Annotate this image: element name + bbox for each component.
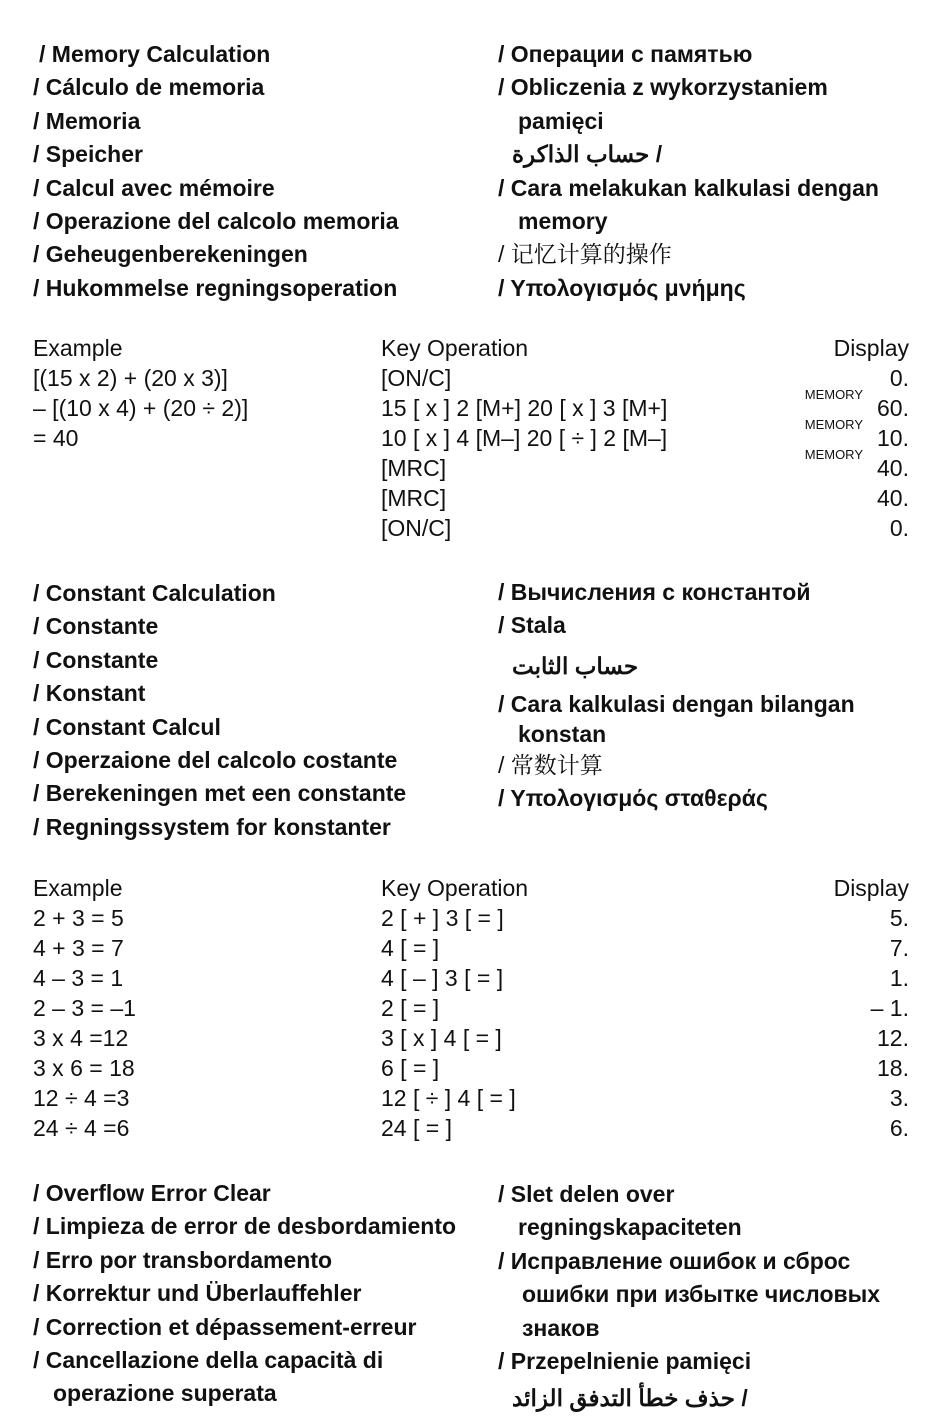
display-cell: 40. (877, 455, 909, 481)
memory-headings-left (33, 38, 503, 305)
heading-line-chinese: / 常数计算 (498, 751, 603, 778)
heading-line: / Konstant (33, 680, 146, 707)
table-row (33, 963, 909, 993)
display-cell: 0. (889, 515, 909, 541)
heading-line: / Correction et dépassement-erreur (33, 1313, 417, 1340)
memory-indicator: MEMORY (804, 447, 863, 462)
key-operation-cell: 6 [ = ] (381, 1055, 440, 1081)
heading-line: / Операции с памятью (498, 41, 753, 67)
key-operation-cell: [MRC] (381, 455, 447, 481)
heading-line: ошибки при избытке числовых (522, 1281, 881, 1308)
heading-line: / Υπολογισμός μνήμης (498, 274, 746, 301)
heading-line: / Memoria (33, 107, 141, 134)
heading-line: / Obliczenia z wykorzystaniem (498, 74, 828, 101)
table-header-row (33, 873, 909, 903)
key-operation-cell: 2 [ + ] 3 [ = ] (381, 905, 504, 931)
display-cell: 7. (889, 935, 909, 961)
heading-line: / Overflow Error Clear (33, 1180, 271, 1206)
column-header-display: Display (833, 875, 909, 901)
display-cell: 18. (877, 1055, 909, 1081)
table-header-row (33, 333, 909, 363)
key-operation-cell: 3 [ x ] 4 [ = ] (381, 1025, 502, 1051)
example-cell: 3 x 4 =12 (33, 1025, 129, 1051)
key-operation-cell: 12 [ ÷ ] 4 [ = ] (381, 1085, 516, 1111)
key-operation-cell: [ON/C] (381, 515, 452, 541)
display-cell: 40. (877, 485, 909, 511)
heading-line: / Cara kalkulasi dengan bilangan (498, 690, 855, 717)
heading-line: / Przepelnienie pamięci (498, 1348, 752, 1375)
table-row (33, 417, 909, 453)
column-header-example: Example (33, 335, 123, 361)
example-cell: 24 ÷ 4 =6 (33, 1115, 130, 1141)
display-cell: 5. (889, 905, 909, 931)
memory-indicator: MEMORY (804, 387, 863, 402)
key-operation-cell: 15 [ x ] 2 [M+] 20 [ x ] 3 [M+] (381, 395, 668, 421)
heading-line: / Υπολογισμός σταθεράς (498, 785, 768, 812)
key-operation-cell: 2 [ = ] (381, 995, 440, 1021)
heading-line: / Korrektur und Überlauffehler (33, 1280, 362, 1307)
key-operation-cell: 10 [ x ] 4 [M–] 20 [ ÷ ] 2 [M–] (381, 425, 668, 451)
memory-headings-right (498, 38, 928, 305)
example-cell: 3 x 6 = 18 (33, 1055, 135, 1081)
key-operation-cell: 4 [ = ] (381, 935, 440, 961)
display-cell: 12. (877, 1025, 909, 1051)
heading-line: / Slet delen over (498, 1181, 675, 1207)
heading-line: / Constant Calcul (33, 713, 221, 740)
table-row (33, 513, 909, 543)
heading-line: / Geheugenberekeningen (33, 241, 308, 268)
example-cell: 4 – 3 = 1 (33, 965, 124, 991)
heading-line: / Cara melakukan kalkulasi dengan (498, 174, 879, 201)
key-operation-cell: [MRC] (381, 485, 447, 511)
heading-line: знаков (522, 1314, 600, 1341)
heading-line: / Constante (33, 646, 159, 673)
heading-line: / Speicher (33, 141, 143, 168)
heading-line: / Исправление ошибок и сброс (498, 1247, 851, 1274)
table-row (33, 1113, 909, 1143)
constant-headings-left (33, 577, 503, 844)
overflow-headings-left (33, 1177, 503, 1411)
heading-line: / Operzaione del calcolo costante (33, 747, 398, 774)
display-cell: – 1. (870, 995, 909, 1021)
table-row (33, 1083, 909, 1113)
table-row (33, 363, 909, 393)
heading-line: konstan (518, 720, 607, 747)
table-row (33, 387, 909, 423)
heading-line: / Stala (498, 612, 566, 639)
display-cell: 60. (877, 395, 909, 421)
heading-line: / Cancellazione della capacità di (33, 1347, 384, 1374)
constant-headings-right (498, 576, 928, 816)
example-cell: 2 – 3 = –1 (33, 995, 136, 1021)
example-cell: 2 + 3 = 5 (33, 905, 124, 931)
heading-line: / Operazione del calcolo memoria (33, 208, 399, 235)
heading-line: operazione superata (53, 1380, 277, 1407)
column-header-display: Display (833, 335, 909, 361)
table-row (33, 933, 909, 963)
key-operation-cell: 4 [ – ] 3 [ = ] (381, 965, 504, 991)
example-cell: 4 + 3 = 7 (33, 935, 124, 961)
example-cell: [(15 x 2) + (20 x 3)] (33, 365, 228, 391)
key-operation-cell: 24 [ = ] (381, 1115, 452, 1141)
example-cell: 12 ÷ 4 =3 (33, 1085, 130, 1111)
heading-line: / Constant Calculation (33, 580, 276, 606)
table-row (33, 903, 909, 933)
heading-line: / Constante (33, 613, 159, 640)
column-header-key-operation: Key Operation (381, 875, 529, 901)
heading-line-arabic: حساب الثابت (512, 652, 639, 679)
table-row (33, 447, 909, 483)
constant-example-table (33, 873, 909, 1143)
heading-line: regningskapaciteten (518, 1214, 742, 1241)
heading-line: / Berekeningen met een constante (33, 780, 407, 807)
heading-line-arabic: / حساب الذاكرة (512, 141, 663, 168)
display-cell: 1. (889, 965, 909, 991)
heading-line-chinese: / 记忆计算的操作 (498, 241, 672, 268)
heading-line: pamięci (518, 107, 604, 134)
column-header-example: Example (33, 875, 123, 901)
memory-example-table (33, 333, 909, 543)
column-header-key-operation: Key Operation (381, 335, 529, 361)
example-cell: – [(10 x 4) + (20 ÷ 2)] (33, 395, 249, 421)
heading-line: / Regningssystem for konstanter (33, 813, 391, 840)
example-cell: = 40 (33, 425, 79, 451)
heading-line: memory (518, 208, 608, 235)
heading-line: / Memory Calculation (39, 41, 271, 67)
memory-indicator: MEMORY (804, 417, 863, 432)
table-row (33, 993, 909, 1023)
display-cell: 6. (889, 1115, 909, 1141)
heading-line: / Hukommelse regningsoperation (33, 274, 398, 301)
heading-line: / Cálculo de memoria (33, 74, 265, 101)
heading-line: / Вычисления с константой (498, 579, 811, 605)
heading-line: / Calcul avec mémoire (33, 174, 275, 201)
table-row (33, 483, 909, 513)
overflow-headings-right (498, 1178, 928, 1418)
display-cell: 0. (889, 365, 909, 391)
table-row (33, 1053, 909, 1083)
table-row (33, 1023, 909, 1053)
display-cell: 3. (889, 1085, 909, 1111)
key-operation-cell: [ON/C] (381, 365, 452, 391)
heading-line: / Limpieza de error de desbordamiento (33, 1213, 457, 1240)
display-cell: 10. (877, 425, 909, 451)
heading-line: / Erro por transbordamento (33, 1246, 333, 1273)
heading-line-arabic: / حذف خطأ التدفق الزائد (512, 1385, 748, 1412)
